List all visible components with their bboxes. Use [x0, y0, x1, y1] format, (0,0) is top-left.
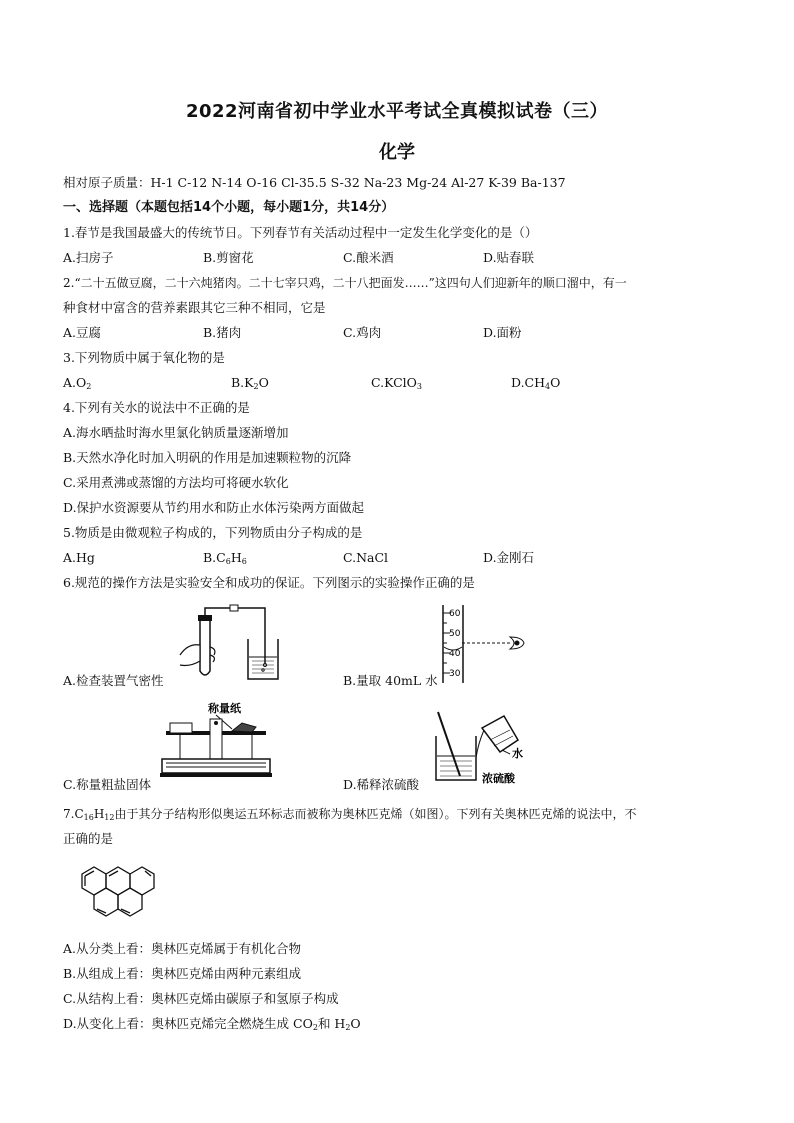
airtightness-check-figure [170, 605, 290, 685]
q6-option-b: B.量取 40mL 水 [343, 673, 438, 688]
q4-stem: 4.下列有关水的说法中不正确的是 [63, 400, 250, 415]
q5-stem: 5.物质是由微观粒子构成的，下列物质由分子构成的是 [63, 525, 363, 540]
q7-option-c: C.从结构上看：奥林匹克烯由碳原子和氢原子构成 [63, 991, 339, 1006]
weighing-paper-label: 称量纸 [208, 702, 241, 715]
subject-title: 化学 [379, 142, 415, 163]
section-heading: 一、选择题（本题包括14个小题，每小题1分，共14分） [63, 200, 395, 215]
tick-label-30: 30 [449, 669, 461, 679]
q3-option-d: $D.CH_4O$ [511, 375, 561, 391]
q2-option-b: B.猪肉 [203, 325, 242, 340]
q7-stem-line2: 正确的是 [63, 831, 114, 846]
q2-stem-line2: 种食材中富含的营养素跟其它三种不相同，它是 [63, 300, 326, 315]
q4-option-b: B.天然水净化时加入明矾的作用是加速颗粒物的沉降 [63, 450, 352, 465]
acid-label: 浓硫酸 [482, 772, 515, 785]
q2-option-a: A.豆腐 [63, 325, 102, 340]
olympicene-structure [70, 856, 165, 926]
q1-option-a: A.扫房子 [63, 250, 114, 265]
q7-option-d: D.从变化上看：奥林匹克烯完全燃烧生成 $CO_2$和 $H_2O$ [63, 1016, 361, 1032]
q7-option-b: B.从组成上看：奥林匹克烯由两种元素组成 [63, 966, 302, 981]
q1-option-d: D.贴春联 [483, 250, 535, 265]
q3-option-c: C.KClO$_3$ [371, 375, 422, 391]
exam-title: 2022河南省初中学业水平考试全真模拟试卷（三） [185, 101, 609, 122]
q5-option-b: $B.C_6H_6$ [203, 550, 247, 566]
q1-option-c: C.酿米酒 [343, 250, 394, 265]
q3-option-b: $B.K_2O$ [231, 375, 269, 391]
q7-stem-line1: $7.C_{16}H_{12}$由于其分子结构形似奥运五环标志而被称为奥林匹克烯（如图）。下列有关奥林匹克烯的说法中，不 [63, 807, 637, 822]
q4-option-a: A.海水晒盐时海水里氯化钠质量逐渐增加 [63, 425, 289, 440]
q2-option-c: C.鸡肉 [343, 325, 382, 340]
tick-label-50: 50 [449, 629, 461, 639]
q1-stem: 1.春节是我国最盛大的传统节日。下列春节有关活动过程中一定发生化学变化的是（） [63, 225, 538, 240]
q6-stem: 6.规范的操作方法是实验安全和成功的保证。下列图示的实验操作正确的是 [63, 575, 475, 590]
q5-option-c: C.NaCl [343, 550, 389, 565]
q2-option-d: D.面粉 [483, 325, 522, 340]
q6-option-c: C.称量粗盐固体 [63, 777, 152, 792]
q1-option-b: B.剪窗花 [203, 250, 254, 265]
q6-option-a: A.检查装置气密性 [63, 673, 164, 688]
water-label: 水 [512, 747, 523, 760]
atomic-masses: 相对原子质量：H-1 C-12 N-14 O-16 Cl-35.5 S-32 Na-23 Mg-24 Al-27 K-39 Ba-137 [63, 175, 566, 190]
q3-stem: 3.下列物质中属于氧化物的是 [63, 350, 225, 365]
q3-option-a: $A.O_2$ [63, 375, 92, 391]
tick-label-60: 60 [449, 609, 461, 619]
q4-option-c: C.采用煮沸或蒸馏的方法均可将硬水软化 [63, 475, 289, 490]
q7-option-a: A.从分类上看：奥林匹克烯属于有机化合物 [63, 941, 302, 956]
q4-option-d: D.保护水资源要从节约用水和防止水体污染两方面做起 [63, 500, 365, 515]
dilute-acid-figure [428, 710, 548, 786]
balance-figure [160, 701, 272, 781]
q5-option-a: A.Hg [63, 550, 95, 565]
q5-option-d: D.金刚石 [483, 550, 535, 565]
q6-option-d: D.稀释浓硫酸 [343, 777, 420, 792]
graduated-cylinder-figure [438, 603, 533, 685]
q2-stem-line1: 2.“二十五做豆腐，二十六炖猪肉。二十七宰只鸡，二十八把面发……”这四句人们迎新年的顺口溜中，有一 [63, 276, 627, 290]
tick-label-40: 40 [449, 649, 461, 659]
